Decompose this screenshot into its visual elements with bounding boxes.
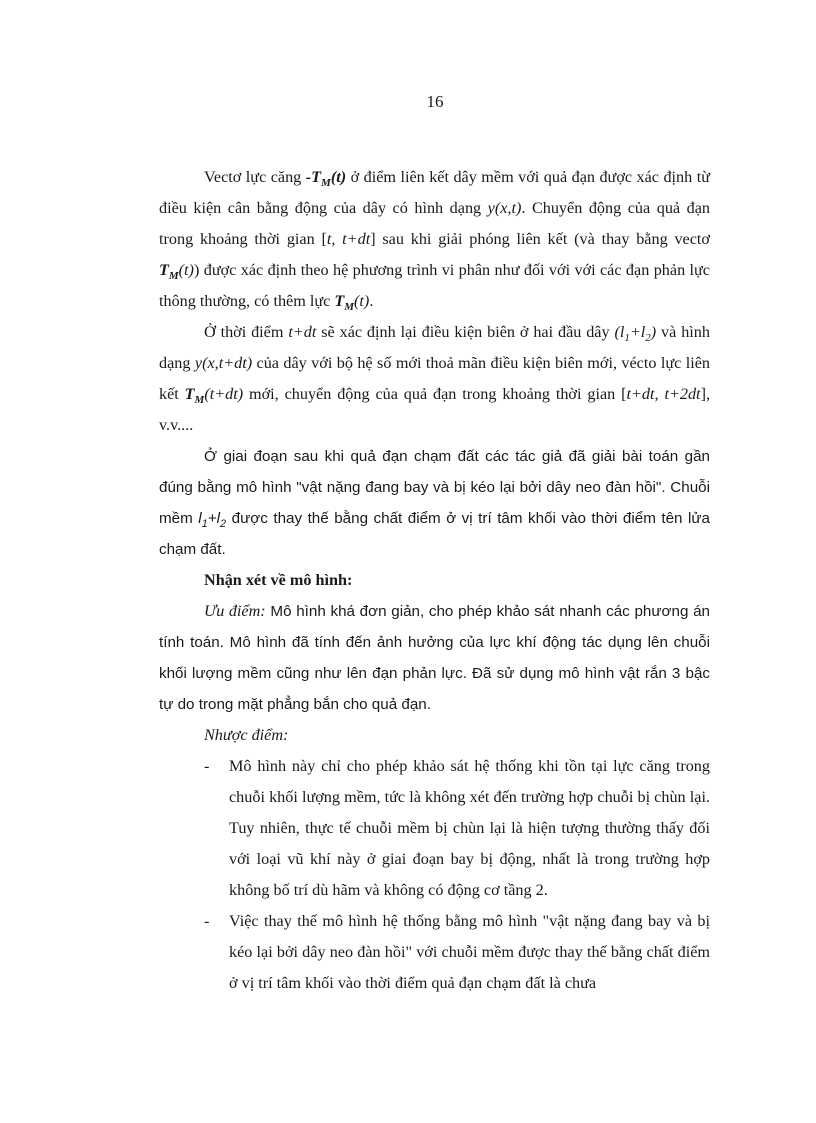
- paragraph-tension-vector: Vectơ lực căng $-T_M(t)$ ở điểm liên kết dây mềm với quả đạn được xác định từ điều kiện cân bằng động của dây có hình dạng y(x,t). Chuyển động của quả đạn trong khoảng thời gian [t, t+dt] sau khi giải phóng liên kết (và thay bằng vectơ $T_M(t)$) được xác định theo hệ phương trình vi phân như đối với với các đạn phản lực thông thường, có thêm lực $T_M(t)$.: [159, 168, 710, 314]
- paragraph-ground-impact: Ở giai đoạn sau khi quả đạn chạm đất các tác giả đã giải bài toán gần đúng bằng mô hình "vật nặng đang bay và bị kéo lại bởi dây neo đàn hồi". Chuỗi mềm $l_1+l_2$ được thay thế bằng chất điểm ở vị trí tâm khối vào thời điểm tên lửa chạm đất.: [159, 448, 710, 558]
- paragraph-boundary-conditions: Ở thời điểm t+dt sẽ xác định lại điều kiện biên ở hai đầu dây $(l_1+l_2)$ và hình dạng y(x,t+dt) của dây với bộ hệ số mới thoả mãn điều kiện biên mới, vécto lực liên kết $T_M(t+dt)$ mới, chuyển động của quả đạn trong khoảng thời gian [t+dt, t+2dt], v.v....: [159, 323, 711, 434]
- page-number: 16: [426, 92, 444, 111]
- disadvantages-label: Nhược điểm:: [204, 726, 289, 744]
- paragraph-advantages: Ưu điểm: Mô hình khá đơn giản, cho phép khảo sát nhanh các phương án tính toán. Mô hình đã tính đến ảnh hưởng của lực khí động tác dụng lên chuỗi khối lượng mềm cũng như lên đạn phản lực. Đã sử dụng mô hình vật rắn 3 bậc tự do trong mặt phẳng bắn cho quả đạn.: [159, 602, 710, 713]
- list-item: - Mô hình này chỉ cho phép khảo sát hệ thống khi tồn tại lực căng trong chuỗi khối lượng mềm, tức là không xét đến trường hợp chuỗi bị chùn lại. Tuy nhiên, thực tế chuỗi mềm bị chùn lại là hiện tượng thường thấy đối với loại vũ khí này ở giai đoạn bay bị động, nhất là trong trường hợp không bố trí dù hãm và không có động cơ tầng 2.: [159, 751, 710, 906]
- list-item: - Việc thay thế mô hình hệ thống bằng mô hình "vật nặng đang bay và bị kéo lại bởi dây neo đàn hồi" với chuỗi mềm được thay thế bằng chất điểm ở vị trí tâm khối vào thời điểm quả đạn chạm đất là chưa: [159, 906, 710, 999]
- advantages-label: Ưu điểm:: [204, 602, 266, 620]
- section-heading: Nhận xét về mô hình:: [204, 571, 353, 589]
- page-body: [159, 162, 710, 999]
- disadvantages-list: [159, 751, 710, 999]
